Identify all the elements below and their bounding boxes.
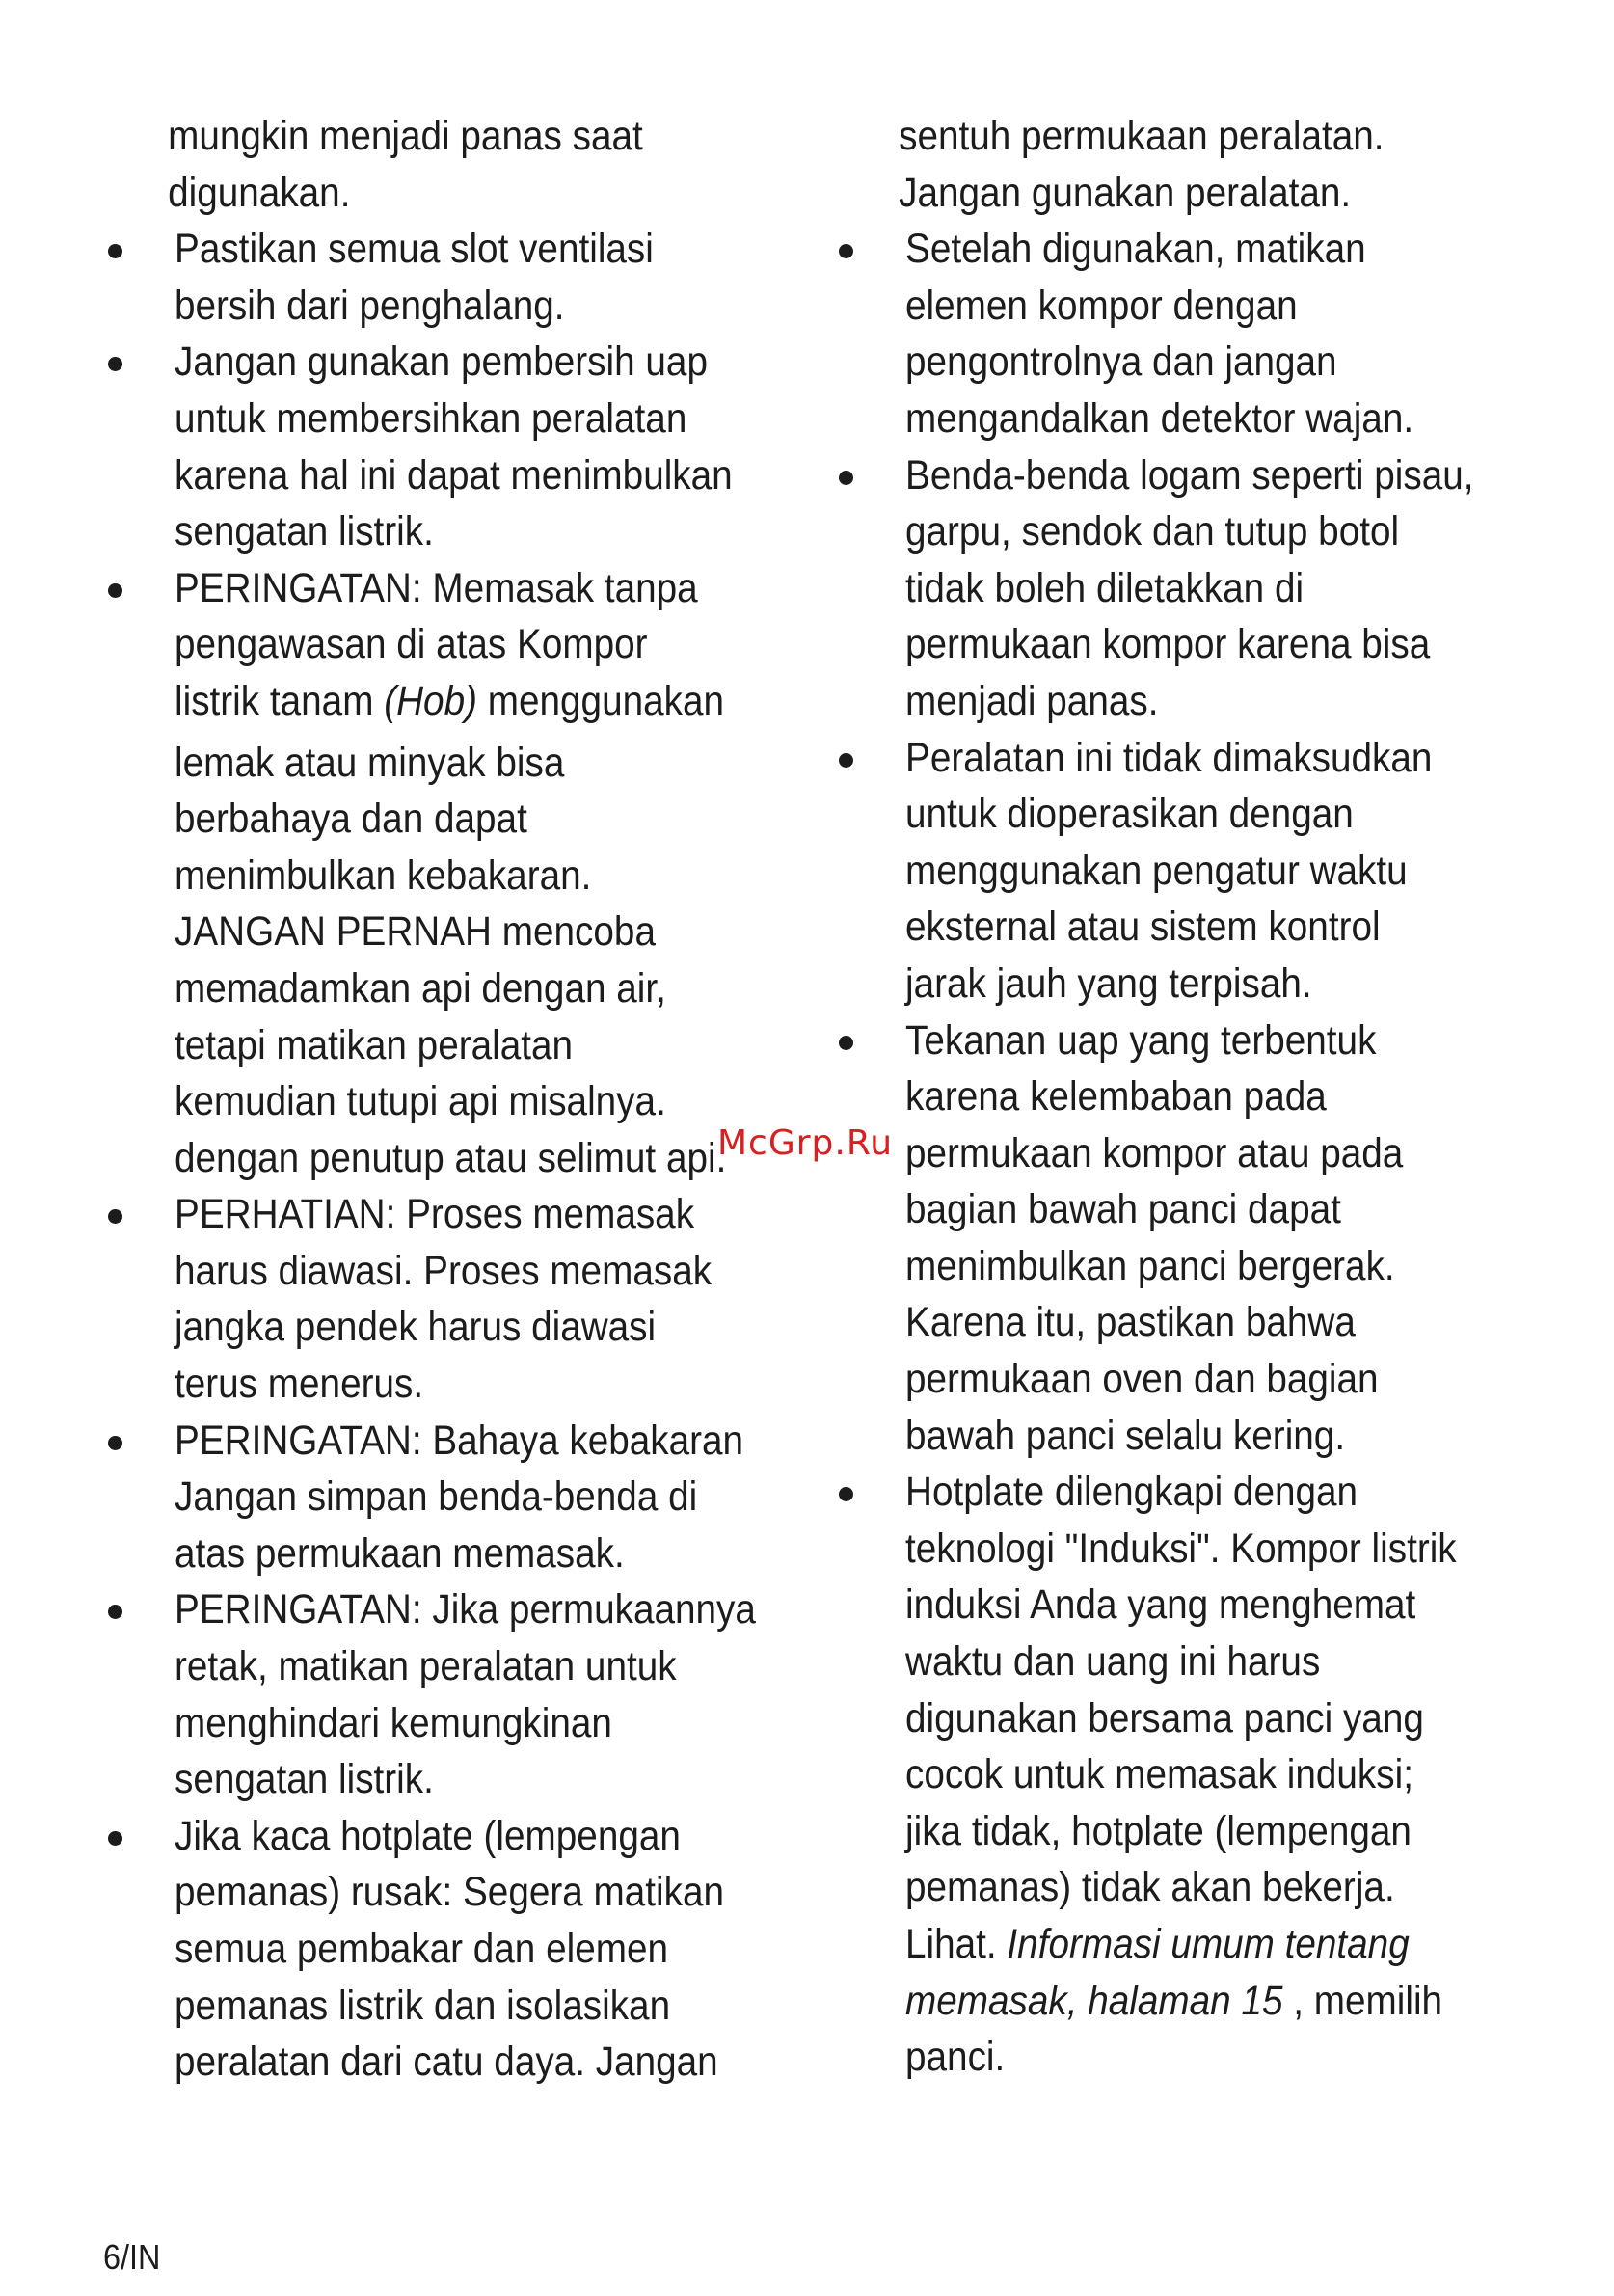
item-line: cocok untuk memasak induksi; <box>905 1751 1413 1798</box>
list-item-metal-objects <box>839 447 1552 730</box>
item-line-hob <box>175 673 731 730</box>
list-item-cracked-surface <box>108 1581 793 1807</box>
item-line: karena hal ini dapat menimbulkan <box>175 451 733 499</box>
item-line: elemen kompor dengan <box>905 282 1298 329</box>
item-line: pemanas) rusak: Segera matikan <box>175 1869 725 1916</box>
item-line: pemanas listrik dan isolasikan <box>175 1982 671 2029</box>
item-line: permukaan oven dan bagian <box>905 1356 1379 1403</box>
item-line: JANGAN PERNAH mencoba <box>175 908 656 956</box>
item-line: Jangan gunakan pembersih uap <box>175 338 708 386</box>
item-line: Hotplate dilengkapi dengan <box>905 1469 1358 1516</box>
continuation-line: Jangan gunakan peralatan. <box>899 169 1352 216</box>
item-line: PERHATIAN: Proses memasak <box>175 1191 695 1238</box>
item-line: menimbulkan panci bergerak. <box>905 1242 1395 1289</box>
item-line: menjadi panas. <box>905 677 1159 724</box>
item-line: mengandalkan detektor wajan. <box>905 394 1414 442</box>
bullet-icon <box>839 244 853 258</box>
bullet-icon <box>108 1209 122 1224</box>
item-line: Tekanan uap yang terbentuk <box>905 1016 1377 1064</box>
cross-reference-link[interactable]: memasak, halaman 15 <box>905 1977 1283 2024</box>
item-line: memadamkan api dengan air, <box>175 964 666 1012</box>
item-line: menimbulkan kebakaran. <box>175 851 592 899</box>
hob-italic: (Hob) <box>384 677 477 724</box>
item-line: terus menerus. <box>175 1361 424 1408</box>
item-line: PERINGATAN: Memasak tanpa <box>175 564 698 611</box>
list-item-unattended-cooking-warning <box>108 560 793 1187</box>
item-line: Jangan simpan benda-benda di <box>175 1473 698 1521</box>
item-line: PERINGATAN: Bahaya kebakaran <box>175 1417 744 1464</box>
continuation-line: sentuh permukaan peralatan. <box>899 113 1385 159</box>
item-line: permukaan kompor atau pada <box>905 1129 1404 1176</box>
bullet-icon <box>839 753 853 768</box>
item-line: berbahaya dan dapat <box>175 796 527 843</box>
item-line: induksi Anda yang menghemat <box>905 1581 1416 1629</box>
item-line: pemanas) tidak akan bekerja. <box>905 1864 1395 1911</box>
bullet-icon <box>108 583 122 598</box>
item-line: jangka pendek harus diawasi <box>175 1304 657 1351</box>
see-reference-line <box>905 1916 1488 1973</box>
bullet-icon <box>108 244 122 258</box>
hob-suffix: menggunakan <box>476 677 725 724</box>
see-prefix: Lihat. <box>905 1921 1008 1967</box>
list-item-steam-cleaner <box>108 334 793 559</box>
cross-reference-link[interactable]: Informasi umum tentang <box>1007 1921 1410 1967</box>
bullet-icon <box>839 471 853 485</box>
item-line: untuk dioperasikan dengan <box>905 791 1354 838</box>
item-line: lemak atau minyak bisa <box>175 739 565 786</box>
item-line: pengontrolnya dan jangan <box>905 338 1337 386</box>
bullet-icon <box>108 1605 122 1619</box>
bullet-icon <box>839 1036 853 1050</box>
list-item-switch-off <box>839 221 1552 446</box>
item-line: peralatan dari catu daya. Jangan <box>175 2039 718 2086</box>
item-line: jarak jauh yang terpisah. <box>905 959 1312 1007</box>
item-line: garpu, sendok dan tutup botol <box>905 508 1400 555</box>
item-line: Jika kaca hotplate (lempengan <box>175 1812 681 1859</box>
item-line: sengatan listrik. <box>175 508 434 555</box>
item-line: teknologi "Induksi". Kompor listrik <box>905 1525 1457 1572</box>
item-line: untuk membersihkan peralatan <box>175 394 687 442</box>
left-column <box>108 108 793 2091</box>
see-reference-line <box>905 1973 1488 2030</box>
bullet-icon <box>108 1436 122 1450</box>
item-line: sengatan listrik. <box>175 1756 434 1803</box>
continuation-line: digunakan. <box>168 169 351 216</box>
item-line: Peralatan ini tidak dimaksudkan <box>905 734 1433 781</box>
item-line: permukaan kompor karena bisa <box>905 621 1431 668</box>
item-line: PERINGATAN: Jika permukaannya <box>175 1586 756 1634</box>
right-column <box>839 108 1552 2086</box>
item-line: Karena itu, pastikan bahwa <box>905 1299 1356 1346</box>
bullet-icon <box>839 1487 853 1501</box>
item-line: atas permukaan memasak. <box>175 1529 625 1577</box>
item-line: menggunakan pengatur waktu <box>905 847 1408 894</box>
list-item-steam-pressure <box>839 1013 1552 1465</box>
item-line: bersih dari penghalang. <box>175 282 565 329</box>
item-line: bawah panci selalu kering. <box>905 1412 1346 1459</box>
hob-prefix: listrik tanam <box>175 677 385 724</box>
item-line: tetapi matikan peralatan <box>175 1021 574 1068</box>
item-line: harus diawasi. Proses memasak <box>175 1247 713 1294</box>
item-line: digunakan bersama panci yang <box>905 1694 1424 1742</box>
bullet-icon <box>108 357 122 371</box>
item-line: dengan penutup atau selimut api. <box>175 1134 727 1181</box>
list-item-external-timer <box>839 730 1552 1013</box>
list-item-broken-glass <box>108 1808 793 2091</box>
item-line: eksternal atau sistem kontrol <box>905 904 1381 951</box>
bullet-icon <box>108 1831 122 1846</box>
item-line: tidak boleh diletakkan di <box>905 564 1305 611</box>
item-line: pengawasan di atas Kompor <box>175 621 648 668</box>
item-line: karena kelembaban pada <box>905 1073 1327 1121</box>
list-item-supervision <box>108 1186 793 1412</box>
item-line: Pastikan semua slot ventilasi <box>175 226 654 273</box>
item-line: waktu dan uang ini harus <box>905 1638 1321 1686</box>
item-line: jika tidak, hotplate (lempengan <box>905 1807 1412 1854</box>
see-suffix: , memilih <box>1282 1977 1443 2024</box>
item-line: retak, matikan peralatan untuk <box>175 1643 677 1690</box>
watermark: McGrp.Ru <box>717 1123 894 1163</box>
item-line: Benda-benda logam seperti pisau, <box>905 451 1474 499</box>
list-item-ventilation <box>108 221 793 334</box>
item-line: panci. <box>905 2034 1006 2081</box>
item-line: bagian bawah panci dapat <box>905 1186 1341 1233</box>
item-line: semua pembakar dan elemen <box>175 1926 669 1972</box>
item-line: Setelah digunakan, matikan <box>905 226 1366 273</box>
list-item-induction <box>839 1464 1552 2086</box>
continuation-line: mungkin menjadi panas saat <box>168 113 643 159</box>
item-line: kemudian tutupi api misalnya. <box>175 1078 666 1125</box>
list-item-fire-hazard <box>108 1413 793 1582</box>
page-number: 6/IN <box>103 2237 161 2277</box>
item-line: menghindari kemungkinan <box>175 1699 612 1746</box>
